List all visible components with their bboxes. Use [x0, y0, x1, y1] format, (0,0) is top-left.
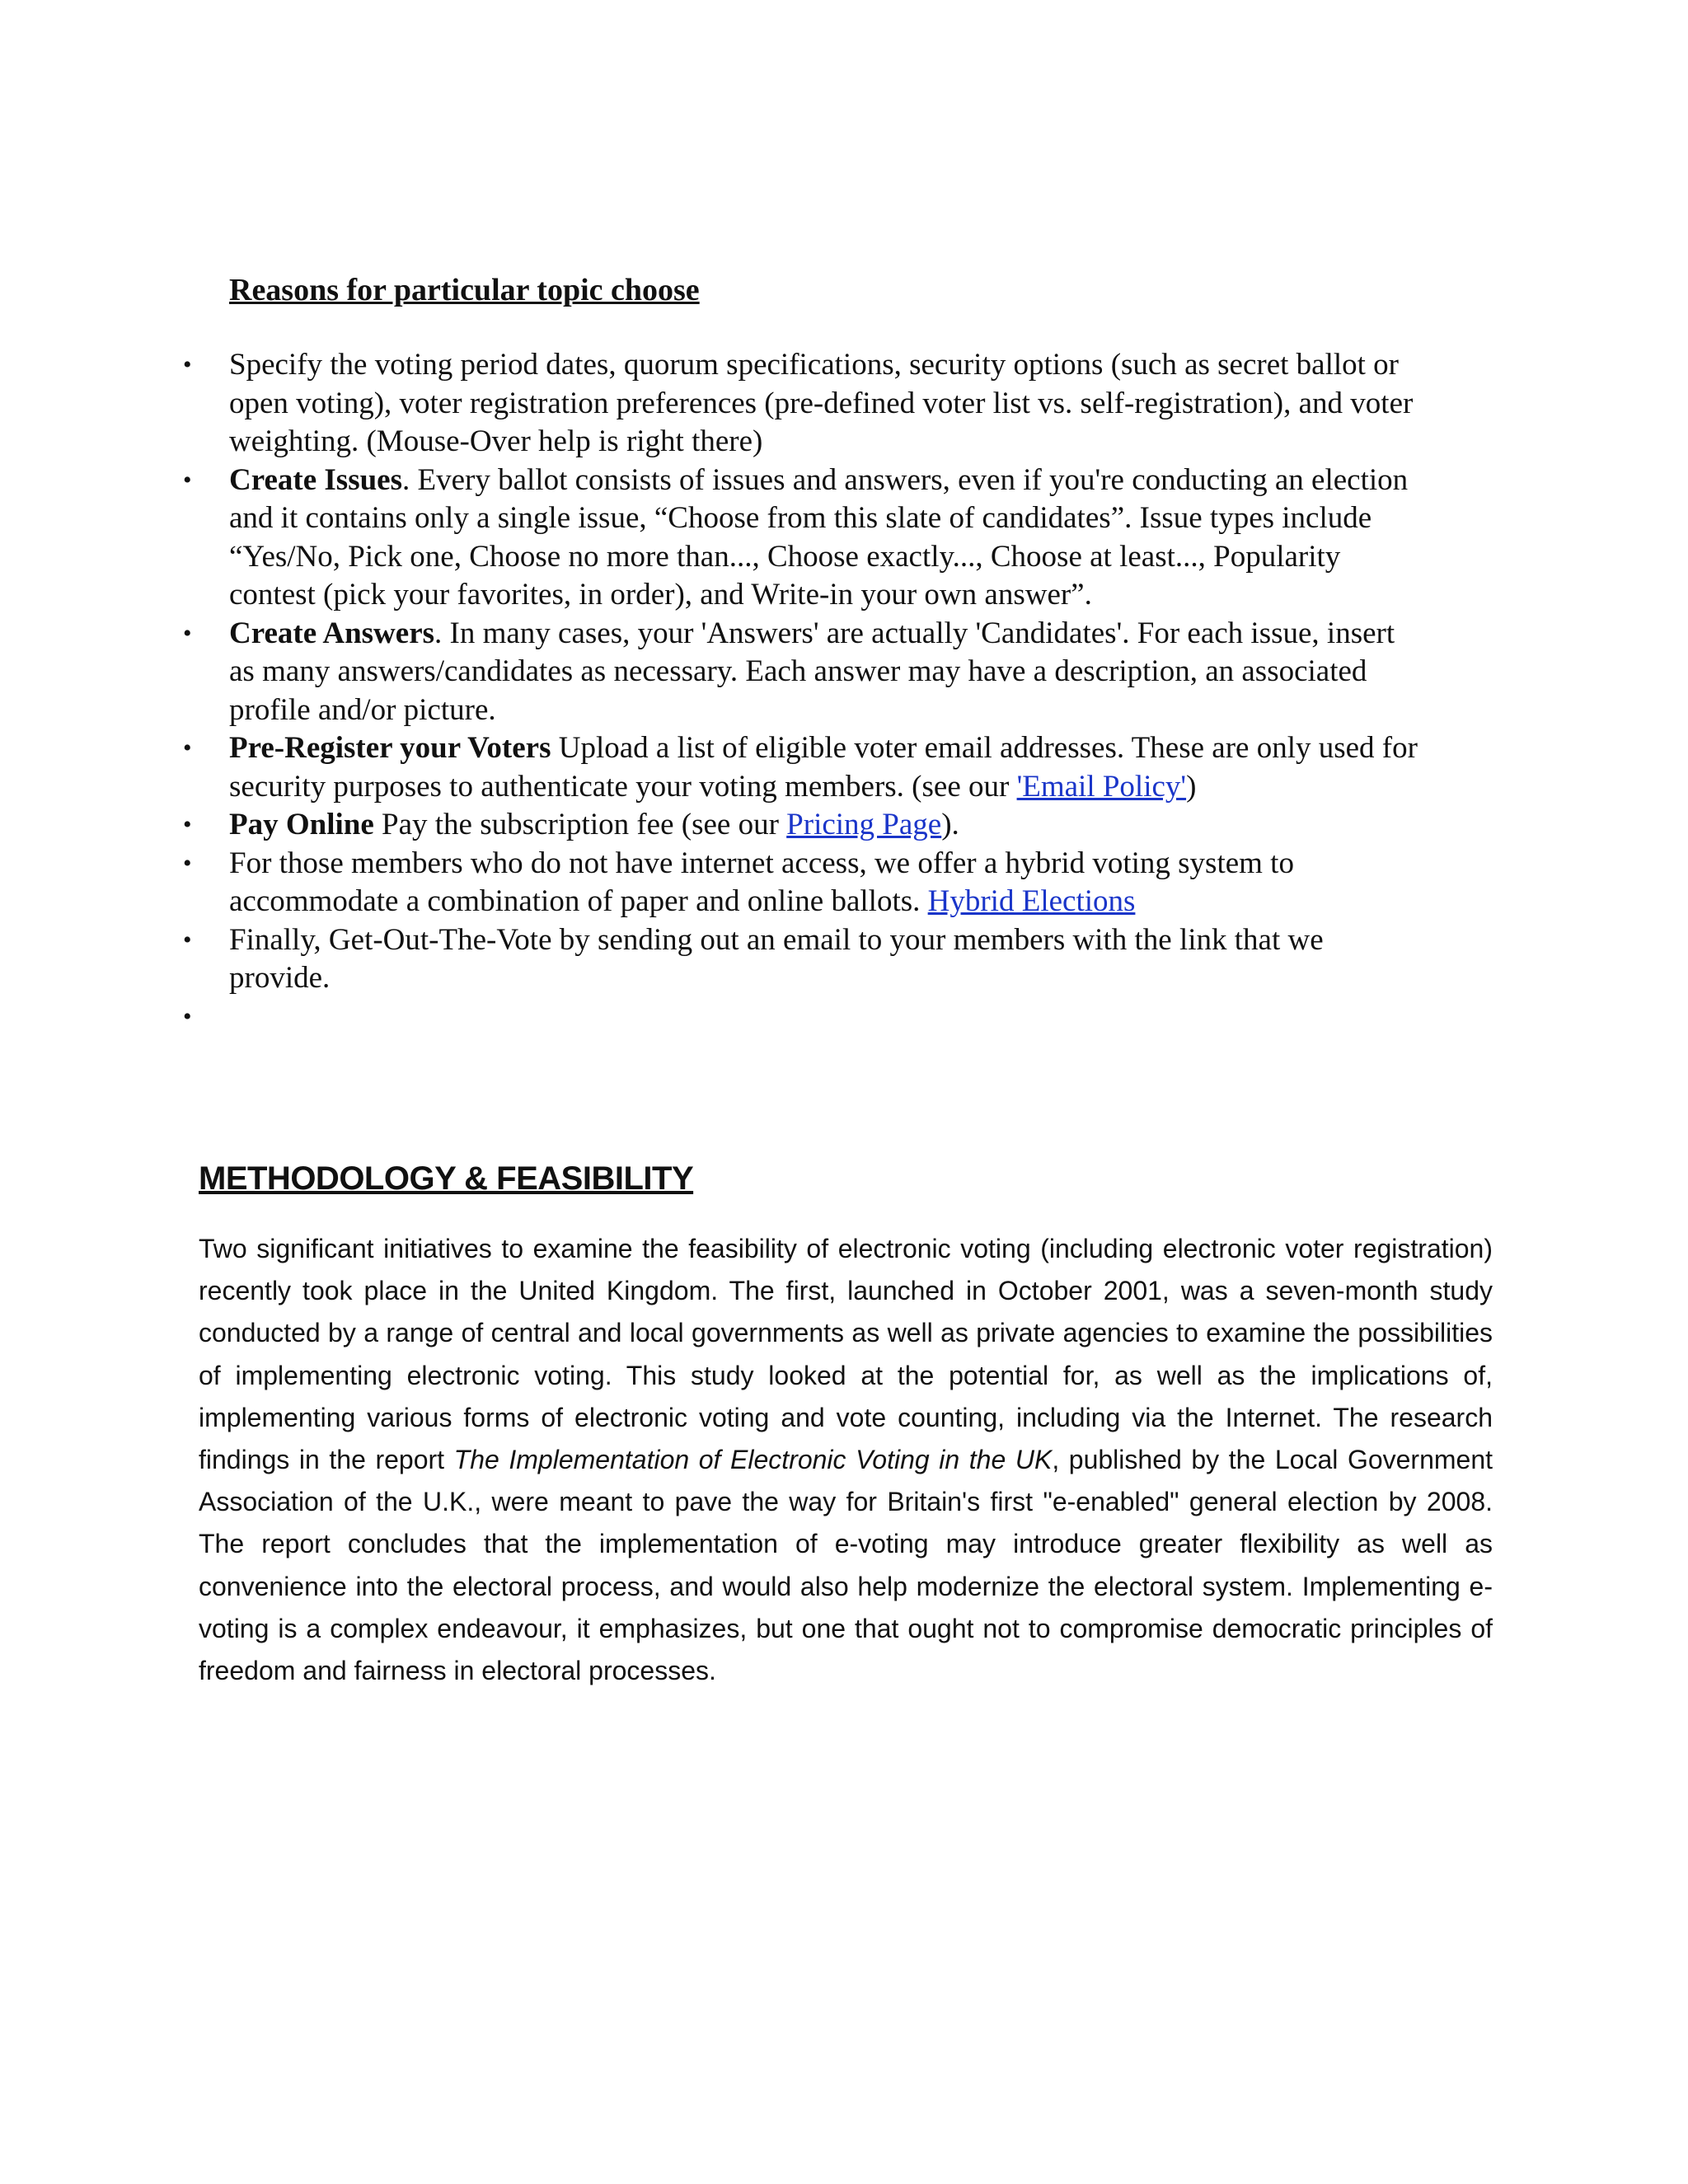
- methodology-text-continued: , published by the Local Government Association of the U.K., were meant to pave the way for Britain's first "e-enabled" general election by 2008. The report concludes that the implementation of e-voting may introduce greater flexibility as well as convenience into the electoral process, and would also help modernize the electoral system. Implementing e-voting is a complex endeavour, it emphasizes, but one that ought not to compromise democratic principles of freedom and fairness in electoral processes.: [199, 1445, 1493, 1686]
- bullet-icon: •: [183, 849, 192, 877]
- bullet-text: Finally, Get-Out-The-Vote by sending out an email to your members with the link that we provide.: [229, 922, 1324, 995]
- bullet-text: . Every ballot consists of issues and answers, even if you're conducting an election and it contains only a single issue, “Choose from this slate of candidates”. Issue types include “Yes/No, Pick one, Choose no more than..., Choose exactly..., Choose at least..., Popularity contest (pick your favorites, in order), and Write-in your own answer”.: [229, 462, 1409, 612]
- list-item: [183, 729, 1424, 806]
- bullet-bold-lead: Pre-Register your Voters: [229, 731, 551, 765]
- list-item: [183, 845, 1424, 921]
- bullet-icon: •: [183, 734, 192, 762]
- bullet-icon: •: [183, 619, 192, 647]
- methodology-text: Two significant initiatives to examine the feasibility of electronic voting (including electronic voter registration) recently took place in the United Kingdom. The first, launched in October 2001, was a seven-month study conducted by a range of central and local governments as well as private agencies to examine the possibilities of implementing electronic voting. This study looked at the potential for, as well as the implications of, implementing various forms of electronic voting and vote counting, including via the Internet. The research findings in the report: [199, 1234, 1493, 1475]
- methodology-paragraph: [199, 1228, 1493, 1692]
- pricing-page-link[interactable]: Pricing Page: [786, 808, 942, 841]
- bullet-bold-lead: Pay Online: [229, 808, 374, 841]
- list-item-empty: [183, 998, 1424, 1037]
- bullet-text: Pay the subscription fee (see our: [373, 808, 787, 841]
- list-item: [183, 921, 1424, 998]
- feature-bullet-list: [183, 346, 1424, 1036]
- list-item: [183, 462, 1424, 615]
- list-item: [183, 346, 1424, 462]
- bullet-text: For those members who do not have internet access, we offer a hybrid voting system to accommodate a combination of paper and online ballots.: [229, 846, 1294, 918]
- bullet-icon: •: [183, 351, 192, 378]
- bullet-text: Specify the voting period dates, quorum specifications, security options (such as secret ballot or open voting), voter registration preferences (pre-defined voter list vs. self-registration), and voter weighting. (Mouse-Over help is right there): [229, 348, 1414, 458]
- topic-heading: Reasons for particular topic choose: [229, 273, 700, 307]
- list-item: [183, 615, 1424, 730]
- bullet-text: . In many cases, your 'Answers' are actually 'Candidates'. For each issue, insert as many answers/candidates as necessary. Each answer may have a description, an associated profile and/or picture.: [229, 616, 1395, 727]
- bullet-icon: •: [183, 466, 192, 494]
- bullet-text-after: ): [1186, 769, 1197, 804]
- bullet-bold-lead: Create Answers: [229, 616, 435, 650]
- bullet-bold-lead: Create Issues: [229, 462, 402, 497]
- report-title: The Implementation of Electronic Voting in the UK: [453, 1445, 1053, 1475]
- bullet-icon: •: [183, 1002, 192, 1030]
- list-item: [183, 806, 1424, 845]
- hybrid-elections-link[interactable]: Hybrid Elections: [927, 884, 1136, 918]
- bullet-icon: •: [183, 811, 192, 838]
- bullet-text: Upload a list of eligible voter email addresses. These are only used for security purposes to authenticate your voting members. (see our: [229, 731, 1418, 804]
- methodology-heading: METHODOLOGY & FEASIBILITY: [199, 1160, 694, 1197]
- bullet-icon: •: [183, 926, 192, 954]
- bullet-text-after: ).: [941, 808, 959, 841]
- email-policy-link[interactable]: 'Email Policy': [1016, 769, 1187, 804]
